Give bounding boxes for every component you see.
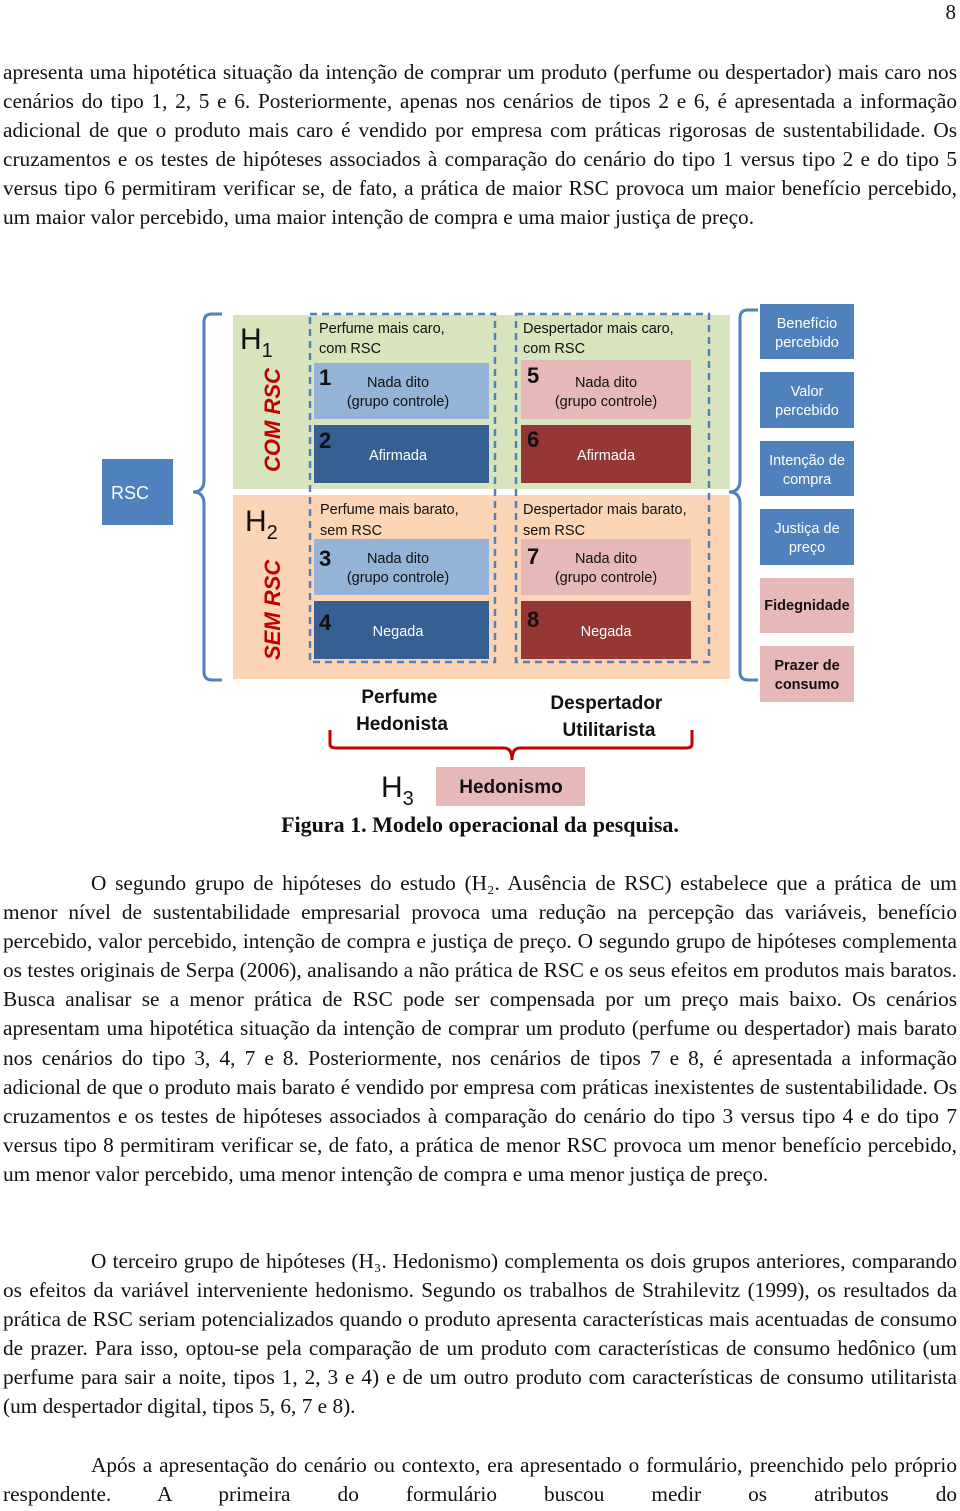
outcomes-brace bbox=[729, 310, 758, 680]
svg-text:Valorpercebido: Valor percebido bbox=[775, 384, 839, 419]
h3-label: $H_3$ bbox=[381, 771, 414, 810]
svg-text:Prazer deconsumo: Prazer de consumo bbox=[774, 658, 840, 693]
perfume-hedonista-label: Perfume Hedonista bbox=[356, 687, 448, 735]
svg-text:6: 6 bbox=[527, 427, 540, 452]
svg-text:Intenção decompra: Intenção de compra bbox=[769, 453, 845, 488]
svg-text:Fidegnidade: Fidegnidade bbox=[764, 598, 850, 614]
group-perfume-barato: Perfume mais barato, sem RSC bbox=[320, 502, 459, 539]
svg-text:7: 7 bbox=[527, 544, 540, 569]
operational-model-figure bbox=[0, 300, 960, 820]
group-despertador-barato: Despertador mais barato, sem RSC bbox=[523, 502, 687, 539]
paragraph-2: O segundo grupo de hipóteses do estudo (H₂. Ausência de RSC) estabelece que a prática de um menor nível de sustentabilidade empresarial provoca uma redução na percepção das variáveis, benefício percebido, valor percebido, intenção de compra e justiça de preço. O segundo grupo de hipóteses complementa os testes originais de Serpa (2006), analisando a não prática de RSC e os seus efeitos em produtos mais baratos. Busca analisar se a menor prática de RSC pode ser compensada por um preço mais baixo. Os cenários apresentam uma hipotética situação da intenção de comprar um produto (perfume ou despertador) mais barato nos cenários do tipo 3, 4, 7 e 8. Posteriormente, nos cenários de tipos 7 e 8, é apresentada a informação adicional de que o produto mais barato é vendido por empresa com práticas inexistentes de sustentabilidade. Os cruzamentos e os testes de hipóteses associados à comparação do cenário do tipo 3 versus tipo 4 e do tipo 7 versus tipo 8 permitiram verificar se, de fato, a prática de menor RSC provoca um menor benefício percebido, um menor valor percebido, uma menor intenção de compra e uma menor justiça de preço. bbox=[3, 871, 957, 1186]
svg-text:8: 8 bbox=[527, 607, 540, 632]
svg-text:1: 1 bbox=[319, 365, 332, 390]
svg-text:Nada dito(grupo controle): Nada dito (grupo controle) bbox=[346, 551, 450, 586]
despertador-utilitarista-label: Despertador Utilitarista bbox=[550, 693, 663, 741]
outcome-valor bbox=[760, 372, 854, 428]
svg-text:Justiça depreço: Justiça de preço bbox=[774, 521, 840, 556]
outcome-prazer bbox=[760, 646, 854, 702]
cell-8 bbox=[521, 601, 691, 659]
cell-7 bbox=[521, 539, 691, 595]
svg-text:Negada: Negada bbox=[372, 624, 424, 640]
cell-4 bbox=[314, 601, 489, 659]
cell-6 bbox=[521, 425, 691, 483]
paragraph-4: Após a apresentação do cenário ou contexto, era apresentado o formulário, preenchido pelo próprio respondente. A primeira do formulário buscou medir os atributos do bbox=[3, 1453, 957, 1507]
svg-text:2: 2 bbox=[319, 428, 332, 453]
h2-label: $H_2$ bbox=[245, 505, 278, 544]
svg-text:Nada dito(grupo controle): Nada dito (grupo controle) bbox=[554, 375, 658, 410]
rsc-label: RSC bbox=[110, 483, 150, 503]
svg-text:Afirmada: Afirmada bbox=[576, 448, 636, 464]
page-number: 8 bbox=[945, 0, 956, 24]
hedonismo-label: Hedonismo bbox=[459, 777, 563, 798]
group-despertador-caro: Despertador mais caro, com RSC bbox=[523, 321, 674, 357]
figure-caption: Figura 1. Modelo operacional da pesquisa. bbox=[281, 812, 679, 837]
svg-text:Nada dito(grupo controle): Nada dito (grupo controle) bbox=[346, 375, 450, 410]
outcome-fidegnidade bbox=[760, 578, 854, 633]
paragraph-3: O terceiro grupo de hipóteses (H₃. Hedonismo) complementa os dois grupos anteriores, comparando os efeitos da variável interveniente hedonismo. Segundo os trabalhos de Strahilevitz (1999), os resultados da prática de RSC seriam potencializados quando o produto apresenta características mais acentuadas de consumo de prazer. Para isso, optou-se pela comparação de um produto com características de consumo hedônico (um perfume para sair a noite, tipos 1, 2, 3 e 4) e de um outro produto com características de consumo utilitarista (um despertador digital, tipos 5, 6, 7 e 8). bbox=[3, 1249, 957, 1419]
rsc-brace bbox=[193, 314, 222, 680]
svg-text:Benefíciopercebido: Benefício percebido bbox=[775, 316, 839, 351]
svg-text:Negada: Negada bbox=[580, 624, 632, 640]
group-perfume-caro: Perfume mais caro, com RSC bbox=[319, 321, 445, 357]
svg-text:Afirmada: Afirmada bbox=[368, 448, 428, 464]
svg-text:Nada dito(grupo controle): Nada dito (grupo controle) bbox=[554, 551, 658, 586]
paragraph-1: apresenta uma hipotética situação da intenção de comprar um produto (perfume ou despertador) mais caro nos cenários do tipo 1, 2, 5 e 6. Posteriormente, apenas nos cenários de tipos 2 e 6, é apresentada a informação adicional de que o produto mais caro é vendido por empresa com práticas rigorosas de sustentabilidade. Os cruzamentos e os testes de hipóteses associados à comparação do cenário do tipo 1 versus tipo 2 e do tipo 5 versus tipo 6 permitiram verificar se, de fato, a prática de maior RSC provoca um maior benefício percebido, um maior valor percebido, uma maior intenção de compra e uma maior justiça de preço. bbox=[3, 60, 957, 230]
h1-label: $H_1$ bbox=[240, 323, 273, 362]
cell-5 bbox=[521, 360, 691, 419]
outcome-justica bbox=[760, 509, 854, 565]
cell-1 bbox=[314, 363, 489, 419]
cell-2 bbox=[314, 425, 489, 483]
svg-text:5: 5 bbox=[527, 363, 540, 388]
svg-text:3: 3 bbox=[319, 546, 332, 571]
outcome-intencao bbox=[760, 441, 854, 496]
sem-rsc-label: SEM RSC bbox=[260, 559, 285, 660]
com-rsc-label: COM RSC bbox=[260, 368, 285, 472]
outcome-beneficio bbox=[760, 304, 854, 359]
svg-text:4: 4 bbox=[319, 610, 332, 635]
cell-3 bbox=[314, 539, 489, 595]
